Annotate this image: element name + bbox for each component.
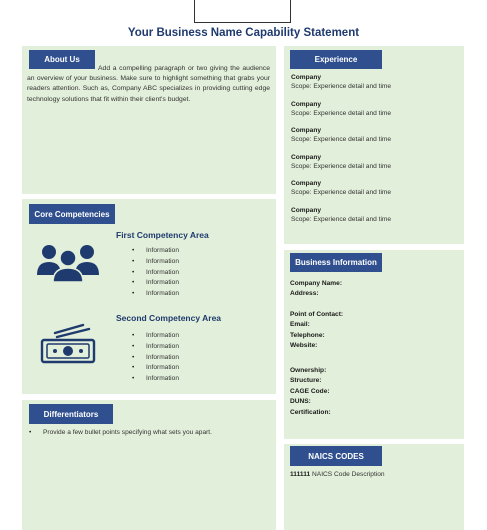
company-name-label: Company Name: — [290, 280, 343, 287]
experience-entry — [291, 179, 391, 206]
website-label: Website: — [290, 342, 318, 350]
differentiators-tag: Differentiators — [29, 404, 113, 424]
naics-entry — [290, 471, 385, 478]
competency-2-title: Second Competency Area — [116, 313, 222, 323]
experience-entry — [291, 206, 391, 233]
about-tag: About Us — [29, 50, 95, 69]
naics-code: 111111 — [290, 471, 311, 478]
experience-list — [291, 73, 391, 232]
about-text-spacer — [27, 64, 98, 72]
competency-1-item: • Information — [132, 289, 179, 300]
competency-1-item: • Information — [132, 257, 179, 268]
address-label: Address: — [290, 290, 319, 298]
differentiators-list — [29, 428, 269, 439]
differentiators-panel — [22, 400, 276, 530]
competency-2-item: • Information — [132, 353, 179, 364]
experience-company: Company — [291, 180, 322, 187]
point-of-contact-label: Point of Contact: — [290, 311, 344, 318]
experience-entry — [291, 100, 391, 127]
experience-company: Company — [291, 153, 322, 161]
experience-entry — [291, 126, 391, 153]
naics-panel — [284, 444, 464, 530]
experience-entry — [291, 73, 391, 100]
experience-scope: Scope: Experience detail and time — [291, 136, 392, 143]
about-text — [27, 64, 270, 105]
experience-tag: Experience — [290, 50, 382, 69]
experience-scope: Scope: Experience detail and time — [291, 109, 392, 117]
about-paragraph: Add a compelling paragraph or two giving the audience an overview of your business. Make sure to highlight something that grabs your readers attention. Such as, Company ABC specializes in providing cutting edge technology solutions that fit within their client's budget. — [27, 65, 270, 103]
people-group-icon — [36, 241, 100, 283]
competency-1-title: First Competency Area — [116, 230, 209, 240]
competency-2-item: • Information — [132, 331, 179, 342]
business-info-tag: Business Information — [290, 253, 382, 272]
business-info-group-1 — [290, 279, 342, 300]
experience-scope: Scope: Experience detail and time — [291, 162, 392, 170]
competency-2-list — [132, 331, 179, 385]
telephone-label: Telephone: — [290, 331, 325, 339]
experience-company: Company — [291, 206, 322, 214]
differentiator-item: • Provide a few bullet points specifying what sets you apart. — [29, 428, 269, 439]
cage-code-label: CAGE Code: — [290, 387, 330, 395]
structure-label: Structure: — [290, 377, 322, 385]
competency-1-list — [132, 246, 179, 300]
ownership-label: Ownership: — [290, 367, 327, 374]
certification-label: Certification: — [290, 408, 331, 416]
experience-panel — [284, 46, 464, 244]
experience-scope: Scope: Experience detail and time — [291, 83, 392, 90]
cash-money-icon — [40, 323, 98, 365]
experience-scope: Scope: Experience detail and time — [291, 189, 392, 196]
experience-entry — [291, 153, 391, 180]
about-panel — [22, 46, 276, 194]
logo-placeholder — [194, 0, 291, 23]
experience-company: Company — [291, 74, 322, 81]
competency-2-item: • Information — [132, 363, 179, 374]
duns-label: DUNS: — [290, 398, 311, 406]
core-panel — [22, 199, 276, 394]
competency-1-item: • Information — [132, 246, 179, 257]
business-info-panel — [284, 250, 464, 439]
competency-1-item: • Information — [132, 268, 179, 279]
email-label: Email: — [290, 321, 310, 329]
competency-2-item: • Information — [132, 342, 179, 353]
competency-1-item: • Information — [132, 278, 179, 289]
competency-2-item: • Information — [132, 374, 179, 385]
core-tag: Core Competencies — [29, 204, 115, 224]
business-info-group-3 — [290, 366, 331, 418]
page-title: Your Business Name Capability Statement — [127, 27, 360, 39]
experience-company: Company — [291, 100, 322, 108]
naics-description: NAICS Code Description — [312, 471, 385, 478]
naics-tag: NAICS CODES — [290, 446, 382, 466]
experience-scope: Scope: Experience detail and time — [291, 215, 392, 223]
business-info-group-2 — [290, 310, 343, 352]
experience-company: Company — [291, 127, 322, 134]
